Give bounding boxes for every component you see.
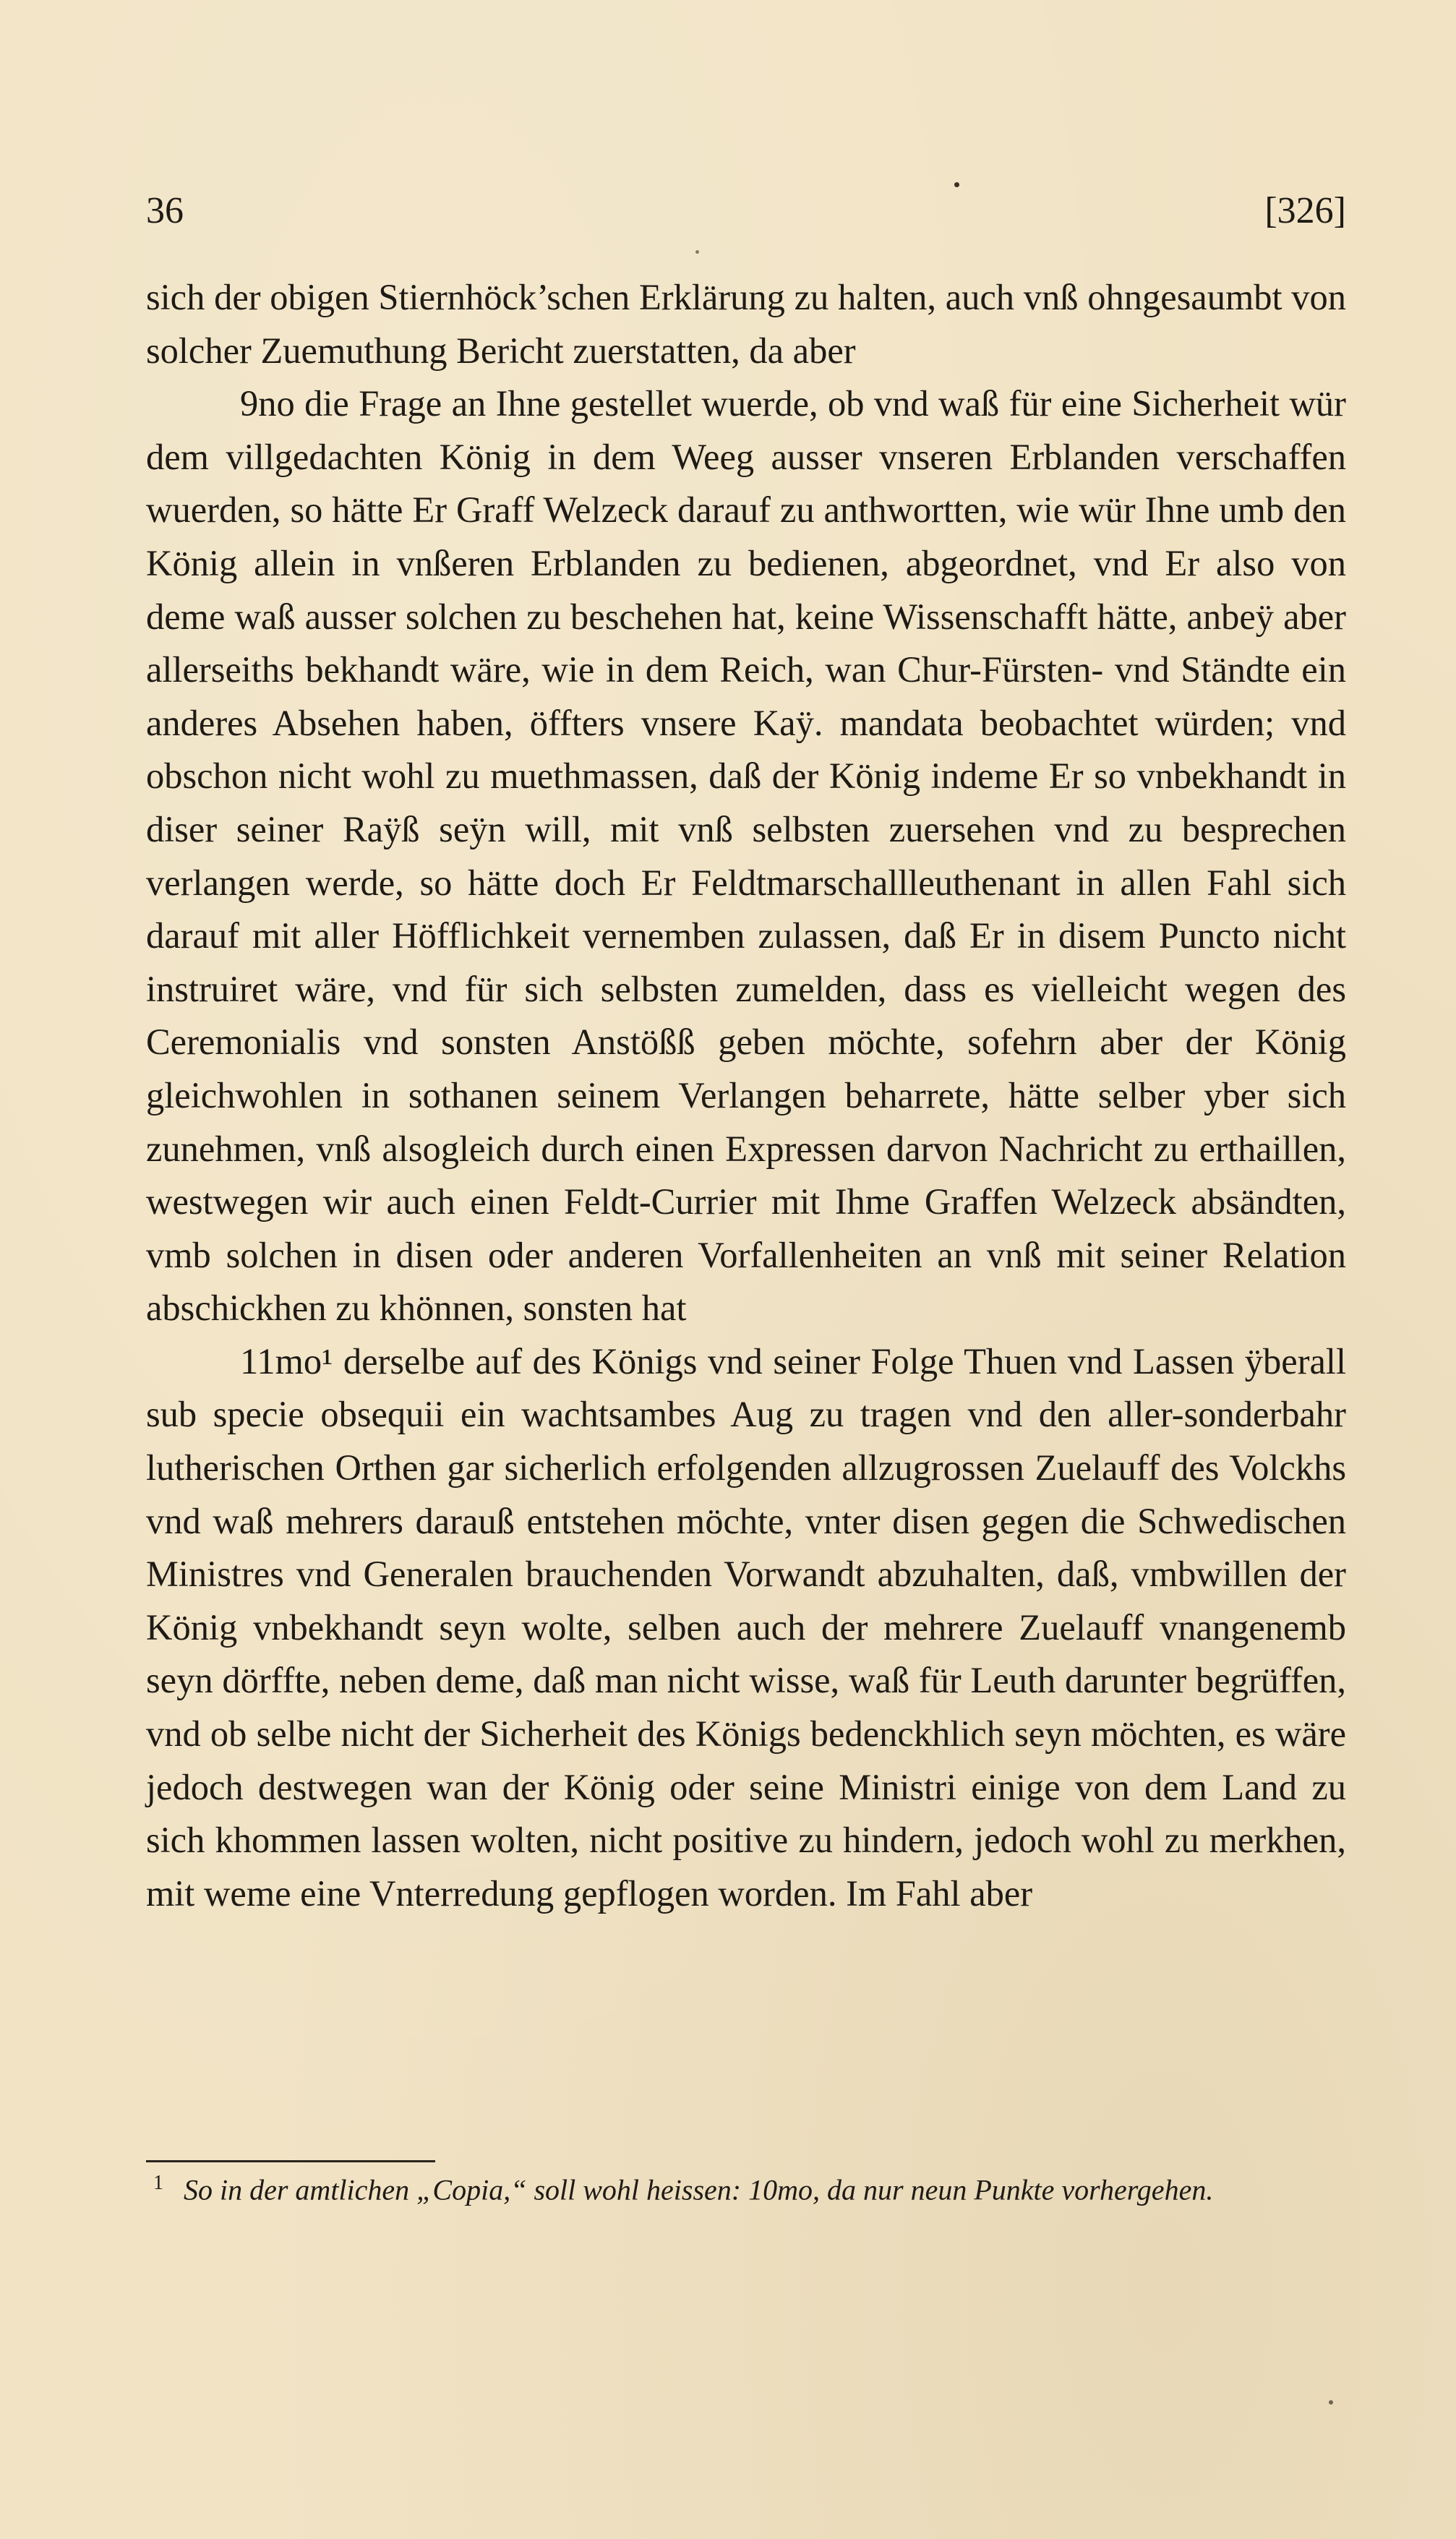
page-reference: [326] bbox=[1264, 190, 1346, 231]
footnote-marker: 1 bbox=[153, 2172, 163, 2194]
paragraph: 11mo¹ derselbe auf des Königs vnd seiner Folge Thuen vnd Lassen ÿberall sub specie obsequii ein wachtsambes Aug zu tragen vnd den aller-sonderbahr lutherischen Orthen gar sicherlich erfolgenden allzugrossen Zuelauff des Volckhs vnd waß mehrers darauß entstehen möchte, vnter disen gegen die Schwedischen Ministres vnd Generalen brauchenden Vorwandt abzuhalten, daß, vmbwillen der König vnbekhandt seyn wolte, selben auch der mehrere Zuelauff vnangenemb seyn dörffte, neben deme, daß man nicht wisse, waß für Leuth darunter begrüffen, vnd ob selbe nicht der Sicherheit des Königs bedenckhlich seyn möchten, es wäre jedoch destwegen wan der König oder seine Ministri einige von dem Land zu sich khommen lassen wolten, nicht positive zu hindern, jedoch wohl zu merkhen, mit weme eine Vnterredung gepflogen worden. Im Fahl aber bbox=[146, 1340, 1346, 1914]
footnote-text: So in der amtlichen „Copia,“ soll wohl heissen: 10mo, da nur neun Punkte vorhergehen. bbox=[184, 2173, 1214, 2206]
body-text bbox=[146, 271, 1346, 1920]
page-number: 36 bbox=[146, 190, 184, 231]
paragraph: 9no die Frage an Ihne gestellet wuerde, ob vnd waß für eine Sicherheit wür dem villgedachten König in dem Weeg ausser vnseren Erblanden verschaffen wuerden, so hätte Er Graff Welzeck darauf zu anthwortten, wie wür Ihne umb den König allein in vnßeren Erblanden zu bedienen, abgeordnet, vnd Er also von deme waß ausser solchen zu beschehen hat, keine Wissenschafft hätte, anbeÿ aber allerseiths bekhandt wäre, wie in dem Reich, wan Chur-Fürsten- vnd Ständte ein anderes Absehen haben, öffters vnsere Kaÿ. mandata beobachtet würden; vnd obschon nicht wohl zu muethmassen, daß der König indeme Er so vnbekhandt in diser seiner Raÿß seÿn will, mit vnß selbsten zuersehen vnd zu besprechen verlangen werde, so hätte doch Er Feldtmarschallleuthenant in allen Fahl sich darauf mit aller Höfflichkeit vernemben zulassen, daß Er in disem Puncto nicht instruiret wäre, vnd für sich selbsten zumelden, dass es vielleicht wegen des Ceremonialis vnd sonsten Anstößß geben möchte, sofehrn aber der König gleichwohlen in sothanen seinem Verlangen beharrete, hätte selber yber sich zunehmen, vnß alsogleich durch einen Expressen darvon Nachricht zu erthaillen, westwegen wir auch einen Feldt-Currier mit Ihme Graffen Welzeck absändten, vmb solchen in disen oder anderen Vorfallenheiten an vnß mit seiner Relation abschickhen zu khönnen, sonsten hat bbox=[146, 383, 1346, 1329]
ink-speck bbox=[695, 250, 699, 254]
paragraph: sich der obigen Stiernhöck’schen Erklärung zu halten, auch vnß ohngesaumbt von solcher Zuemuthung Bericht zuerstatten, da aber bbox=[146, 277, 1346, 371]
ink-speck bbox=[1329, 2400, 1333, 2405]
ink-speck bbox=[954, 182, 959, 187]
page-header bbox=[146, 189, 1346, 240]
footnote bbox=[146, 2162, 1346, 2212]
